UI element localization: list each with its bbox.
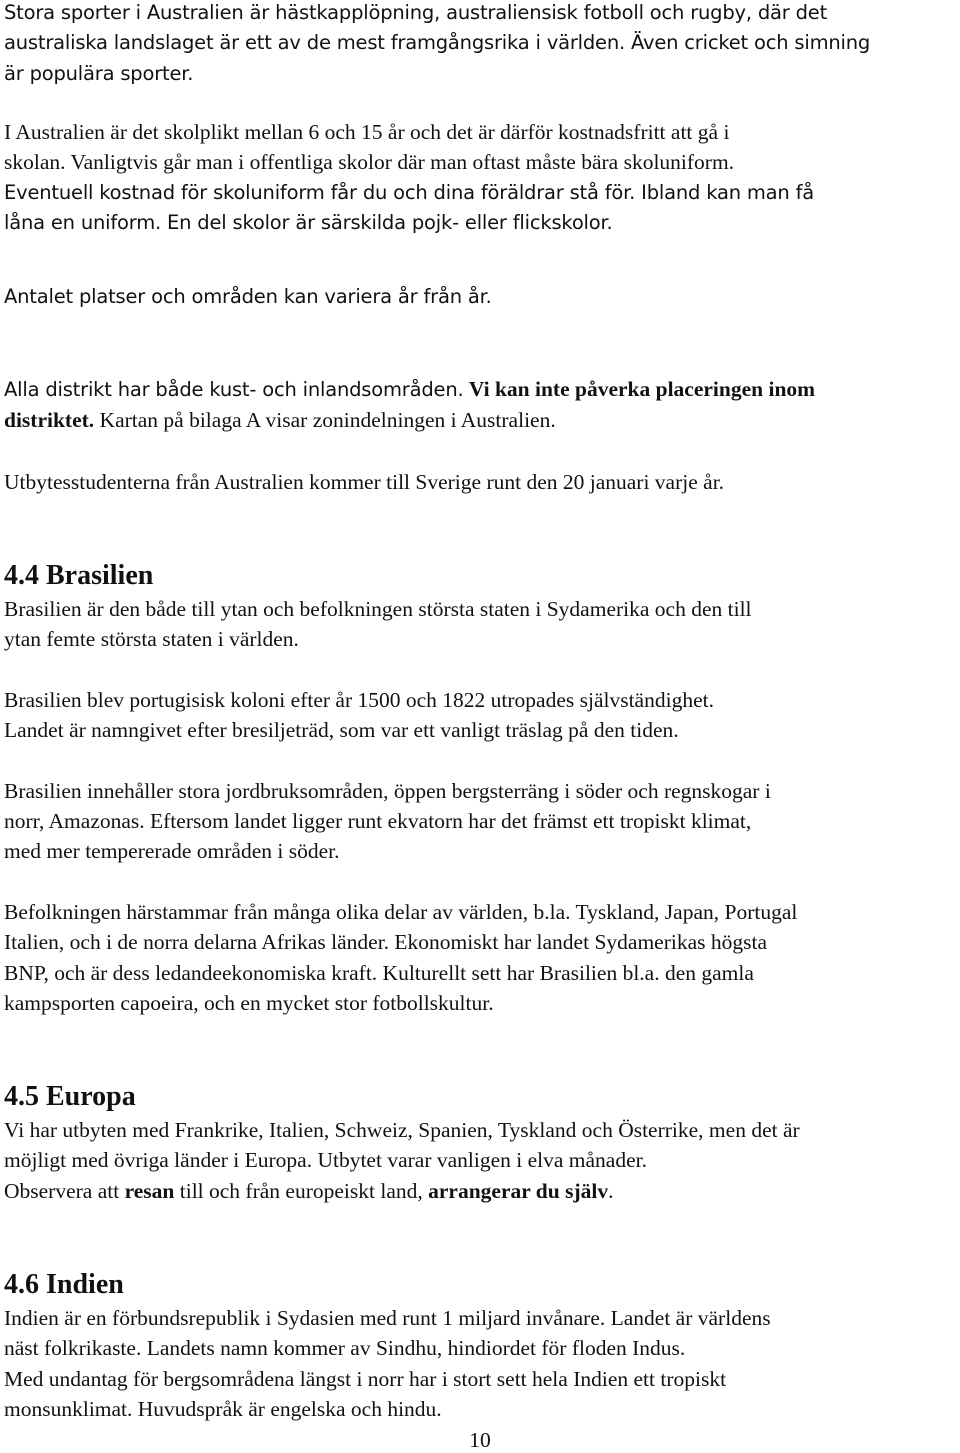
paragraph [4, 594, 797, 655]
text-line: Utbytesstudenterna från Australien kommer till Sverige runt den 20 januari varje år. [4, 470, 725, 494]
australia-sports-paragraph [4, 0, 870, 89]
paragraph [4, 1303, 771, 1425]
text-line: Befolkningen härstammar från många olika delar av världen, b.la. Tyskland, Japan, Portugal [4, 899, 798, 924]
australia-arrival-paragraph [4, 467, 724, 497]
text-line: Brasilien innehåller stora jordbruksområden, öppen bergsterräng i söder och regnskogar i [4, 778, 771, 803]
paragraph [4, 776, 797, 867]
text-line: är populära sporter. [4, 61, 194, 85]
text-span: Observera att [4, 1178, 125, 1203]
text-span: Alla distrikt har både kust- och inlandsområden. [4, 378, 464, 401]
text-line: ytan femte största staten i världen. [4, 627, 299, 652]
text-line: Stora sporter i Australien är hästkapplöpning, australiensisk fotboll och rugby, där det [4, 1, 828, 24]
section-indien [4, 1269, 771, 1425]
section-heading: 4.6 Indien [4, 1269, 124, 1300]
text-line: näst folkrikaste. Landets namn kommer av Sindhu, hindiordet för floden Indus. [4, 1336, 686, 1361]
paragraph [4, 897, 797, 1019]
bold-text: Vi kan inte påverka placeringen inom [468, 377, 816, 401]
bold-text: resan [124, 1178, 175, 1203]
text-line: skolan. Vanligtvis går man i offentliga skolor där man oftast måste bära skoluniform. [4, 150, 735, 175]
section-heading: 4.4 Brasilien [4, 560, 154, 591]
text-line: med mer tempererade områden i söder. [4, 839, 340, 864]
text-line: norr, Amazonas. Eftersom landet ligger runt ekvatorn har det främst ett tropiskt klimat, [4, 809, 752, 834]
text-line: monsunklimat. Huvudspråk är engelska och hindu. [4, 1397, 442, 1422]
text-line: Eventuell kostnad för skoluniform får du och dina föräldrar stå för. Ibland kan man få [4, 180, 814, 204]
text-line: Italien, och i de norra delarna Afrikas länder. Ekonomiskt har landet Sydamerikas högsta [4, 930, 768, 955]
text-line: låna en uniform. En del skolor är särskilda pojk- eller flickskolor. [4, 211, 613, 235]
bold-text: arrangerar du själv [428, 1178, 609, 1203]
text-line [4, 1176, 800, 1206]
text-line: kampsporten capoeira, och en mycket stor fotbollskultur. [4, 991, 494, 1016]
page-number: 10 [469, 1428, 491, 1452]
text-line: I Australien är det skolplikt mellan 6 och 15 år och det är därför kostnadsfritt att gå i [4, 120, 730, 144]
text-span: till och från europeiskt land, [174, 1178, 429, 1203]
text-line: Landet är namngivet efter bresiljeträd, som var ett vanligt träslag på den tiden. [4, 718, 679, 743]
australia-places-paragraph [4, 282, 492, 312]
text-span: . [608, 1178, 614, 1203]
text-line: australiska landslaget är ett av de mest framgångsrika i världen. Även cricket och simning [4, 31, 871, 55]
bold-text: distriktet. [4, 408, 95, 433]
text-line: Brasilien är den både till ytan och befolkningen största staten i Sydamerika och den till [4, 597, 752, 621]
section-brasilien [4, 560, 797, 1018]
text-line: Brasilien blev portugisisk koloni efter år 1500 och 1822 utropades självständighet. [4, 687, 714, 712]
text-span: Kartan på bilaga A visar zonindelningen i Australien. [99, 408, 556, 433]
australia-districts-paragraph [4, 374, 815, 436]
text-line: Indien är en förbundsrepublik i Sydasien med runt 1 miljard invånare. Landet är världens [4, 1306, 771, 1330]
paragraph [4, 1115, 800, 1206]
text-line: Vi har utbyten med Frankrike, Italien, Schweiz, Spanien, Tyskland och Österrike, men det är [4, 1118, 800, 1142]
section-heading: 4.5 Europa [4, 1081, 136, 1112]
australia-school-paragraph [4, 117, 814, 239]
text-line: Antalet platser och områden kan variera år från år. [4, 285, 492, 308]
text-line: Med undantag för bergsområdena längst i norr har i stort sett hela Indien ett tropiskt [4, 1366, 727, 1391]
text-line: BNP, och är dess ledandeekonomiska kraft. Kulturellt sett har Brasilien bl.a. den gamla [4, 960, 754, 985]
paragraph [4, 685, 797, 746]
text-line: möjligt med övriga länder i Europa. Utbytet varar vanligen i elva månader. [4, 1148, 647, 1173]
section-europa [4, 1081, 800, 1206]
